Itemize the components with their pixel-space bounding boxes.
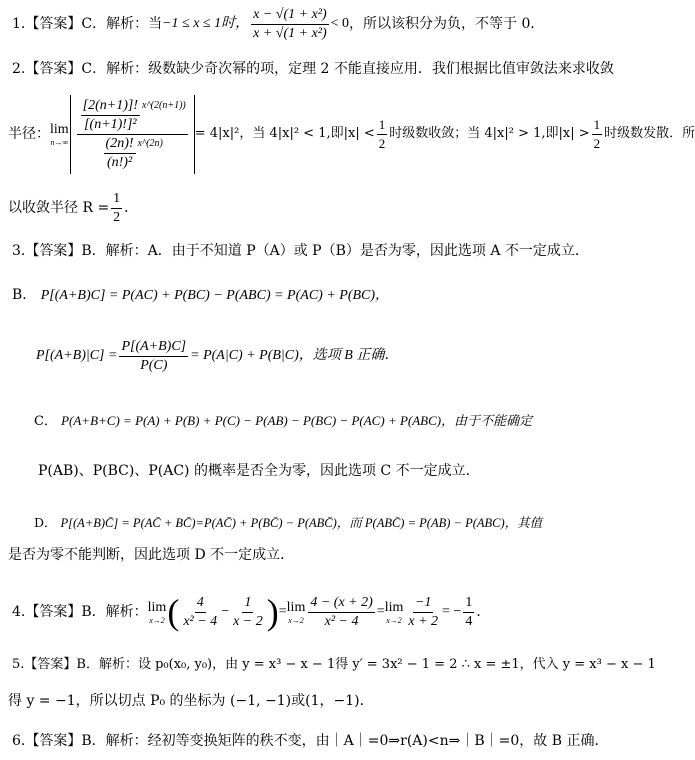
item-3-line-1: 3.【答案】B．解析：A．由于不知道 P（A）或 P（B）是否为零，因此选项 A 不一定成立．	[12, 243, 589, 259]
item-2-half-2-num: 1	[592, 116, 603, 135]
item-4-frac-2	[231, 594, 265, 631]
item-2-radius-text: 以收敛半径 R =	[8, 200, 110, 216]
item-4-frac-4	[406, 594, 440, 631]
item-2-half-1-num: 1	[377, 116, 388, 135]
item-2-half-2-den: 2	[593, 135, 601, 151]
item-1-numerator: x − √(1 + x²)	[251, 6, 329, 25]
item-4-lim-3-text: lim	[384, 600, 404, 615]
item-3-cond-num: P[(A+B)C]	[119, 338, 188, 357]
item-2-bot-den: (n!)²	[106, 154, 133, 170]
item-2-ratio-bottom	[100, 135, 165, 172]
item-2-top-pow: x^(2(n+1))	[142, 99, 186, 111]
item-4	[12, 590, 490, 634]
item-2-radius-value	[111, 190, 122, 227]
item-4-frac-3-den: x² − 4	[324, 613, 359, 629]
item-4-eq-1: =	[278, 604, 287, 619]
item-4-limit-2	[287, 599, 306, 625]
item-1-conclusion: ，所以该积分为负，不等于 0．	[349, 16, 545, 32]
item-2-lim-text: lim	[50, 122, 69, 137]
item-4-frac-5-den: 4	[465, 613, 473, 629]
item-1	[12, 2, 544, 46]
item-4-frac-2-num: 1	[242, 594, 253, 613]
item-3-conditional	[36, 336, 398, 376]
item-3-b-expr: P[(A+B)C] = P(AC) + P(BC) − P(ABC) = P(AC) + P(BC)，	[40, 288, 390, 303]
item-2-bot-pow: x^(2n)	[137, 137, 163, 149]
item-2-limit	[50, 121, 69, 147]
item-1-condition: −1 ≤ x ≤ 1时，	[162, 16, 250, 31]
item-4-lim-2-text: lim	[286, 600, 306, 615]
item-2-ratio-abs	[70, 95, 195, 174]
item-1-denominator: x + √(1 + x²)	[253, 25, 327, 41]
item-3-cond-fraction	[119, 338, 188, 375]
item-4-right-paren: )	[266, 592, 279, 632]
item-2-line-1: 2.【答案】C．解析：级数缺少奇次幂的项，定理 2 不能直接应用．我们根据比值审敛法来求收敛	[12, 61, 614, 77]
item-4-frac-5-num: 1	[463, 594, 474, 613]
item-2-prefix: 半径：	[8, 126, 50, 142]
item-3-d-expr: P[(A+B)C̄] = P(AC̄ + BC̄)=P(AC̄) + P(BC̄) − P(ABC̄)，而 P(ABC̄) = P(AB) − P(ABC)，其值	[60, 516, 543, 530]
item-2-bot-frac	[104, 135, 136, 172]
item-3-d-label: D．	[34, 515, 57, 530]
item-4-frac-4-den: x + 2	[408, 613, 439, 629]
item-2-radius-num: 1	[111, 190, 122, 209]
item-2-line-3	[8, 188, 138, 228]
item-3-cond-lhs: P[(A+B)|C] =	[36, 348, 118, 363]
item-4-end: ．	[476, 604, 491, 620]
item-2-top-num: [2(n+1)]!	[81, 97, 140, 116]
item-4-limit-1	[148, 599, 167, 625]
item-2-half-1	[377, 116, 388, 153]
item-4-frac-5	[463, 594, 474, 631]
item-3-cond-den: P(C)	[140, 357, 168, 373]
item-6-line-1: 6.【答案】B．解析：经初等变换矩阵的秩不变，由｜A｜=0⇒r(A)<n⇒｜B｜=0，故 B 正确．	[12, 733, 609, 749]
item-2-tail: 时级数发散．所	[604, 126, 695, 141]
item-2-half-1-den: 2	[378, 135, 386, 151]
item-5-line-2: 得 y = −1，所以切点 P₀ 的坐标为 (−1, −1)或(1，−1)．	[8, 693, 374, 709]
item-2-ratio	[77, 97, 188, 172]
item-4-lim-2-sub: x→2	[288, 616, 304, 625]
item-4-frac-4-num: −1	[413, 594, 433, 613]
item-3-option-d	[34, 514, 542, 532]
item-3-c-expr: P(A+B+C) = P(A) + P(B) + P(C) − P(AB) − P(BC) − P(AC) + P(ABC)，由于不能确定	[61, 413, 533, 428]
item-4-left-paren: (	[167, 592, 180, 632]
item-3-b-label: B．	[12, 287, 37, 303]
item-4-minus: −	[221, 604, 230, 619]
item-2-top-den: [(n+1)!]²	[84, 116, 137, 132]
item-4-lim-1-sub: x→2	[149, 616, 165, 625]
item-4-limit-3	[385, 599, 404, 625]
item-2-mid: 时级数收敛；当 4|x|² > 1,即|x| >	[389, 126, 590, 141]
item-2-radius-den: 2	[113, 209, 121, 225]
item-4-label: 4.【答案】B．解析：	[12, 604, 148, 620]
item-3-c-line-2: P(AB)、P(BC)、P(AC) 的概率是否全为零，因此选项 C 不一定成立．	[38, 463, 480, 479]
item-4-frac-1	[181, 594, 219, 631]
item-4-frac-1-num: 4	[195, 594, 206, 613]
item-4-eq-3: = −	[442, 604, 462, 619]
item-3-cond-rhs: = P(A|C) + P(B|C)，选项 B 正确．	[190, 348, 399, 363]
item-4-eq-2: =	[376, 604, 385, 619]
item-4-frac-3-num: 4 − (x + 2)	[308, 594, 374, 613]
item-1-inequality: < 0	[330, 16, 350, 31]
item-3-c-label: C．	[34, 414, 57, 429]
item-2-top-frac	[81, 97, 140, 134]
item-3-option-b	[12, 286, 389, 305]
item-2-half-2	[592, 116, 603, 153]
item-4-lim-3-sub: x→2	[386, 616, 402, 625]
item-2-line-2	[8, 84, 695, 184]
item-5-line-1: 5.【答案】B．解析：设 p₀(x₀, y₀)，由 y = x³ − x − 1得 y′ = 3x² − 1 = 2 ∴ x = ±1，代入 y = x³ − x − 1	[12, 657, 656, 672]
item-2-lim-sub: n→∞	[50, 138, 69, 147]
item-1-label: 1.【答案】C．解析：当	[12, 16, 163, 32]
item-2-ratio-top	[77, 97, 188, 135]
item-4-frac-3	[308, 594, 374, 631]
item-2-end: ．	[124, 200, 139, 216]
item-4-lim-1-text: lim	[147, 600, 167, 615]
item-4-frac-1-den: x² − 4	[183, 613, 218, 629]
item-1-fraction	[251, 6, 329, 43]
item-4-frac-2-den: x − 2	[233, 613, 263, 629]
item-2-result: = 4|x|²，当 4|x|² < 1,即|x| <	[194, 126, 375, 141]
item-3-option-c	[34, 412, 532, 431]
item-2-bot-num: (2n)!	[104, 135, 136, 154]
item-3-d-line-2: 是否为零不能判断，因此选项 D 不一定成立．	[8, 547, 295, 563]
